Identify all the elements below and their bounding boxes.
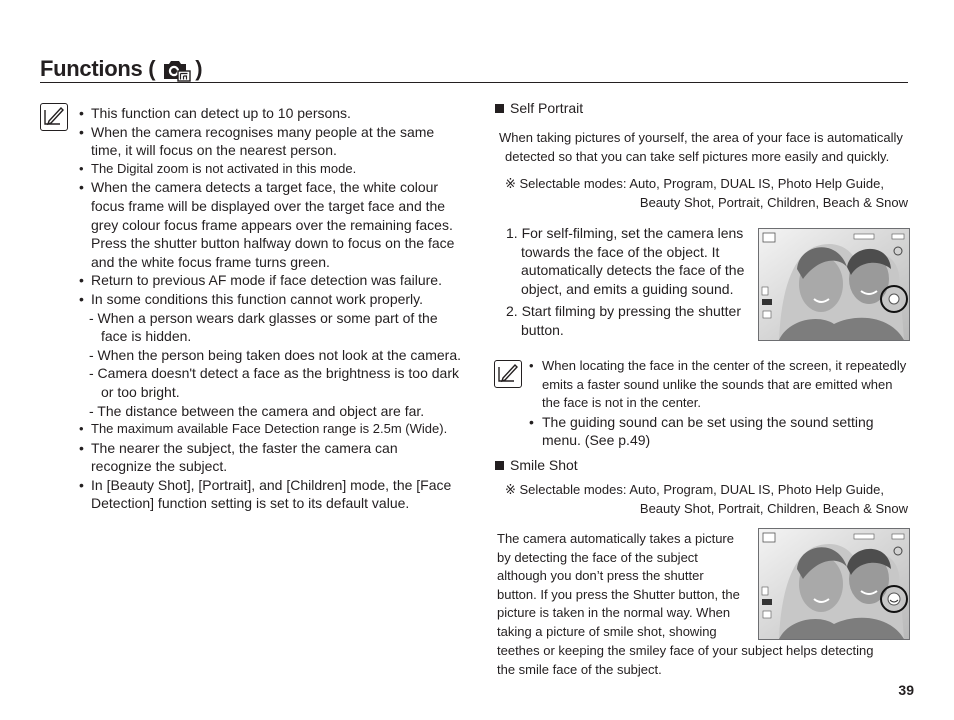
body-line: button. If you press the Shutter button, the: [497, 586, 740, 602]
sub-list-item: - The distance between the camera and object are far.: [89, 402, 425, 419]
square-bullet-icon: [495, 461, 504, 470]
list-item: • The guiding sound can be set using the sound setting menu. (See p.49): [529, 413, 874, 449]
note-pencil-icon: [40, 103, 68, 131]
smile-shot-body: [497, 530, 752, 642]
title-suffix: ): [195, 56, 203, 81]
camera-lcd-preview-self-portrait: [758, 228, 910, 341]
step-line: object, and emits a guiding sound.: [521, 280, 734, 297]
sub-list-item: - When a person wears dark glasses or some part of the face is hidden.: [89, 309, 438, 345]
square-bullet-icon: [495, 104, 504, 113]
step-line: 1. For self-filming, set the camera lens: [506, 225, 744, 241]
camera-menu-icon: [161, 56, 191, 82]
list-item: • Return to previous AF mode if face detection was failure.: [77, 271, 462, 290]
list-item: • When the camera recognises many people at the same time, it will focus on the nearest person.: [77, 123, 462, 160]
body-line: the smile face of the subject.: [497, 661, 662, 677]
section-heading-self-portrait: Self Portrait: [495, 99, 583, 118]
smile-shot-modes: ※ Selectable modes: Auto, Program, DUAL IS, Photo Help Guide, Beauty Shot, Portrait, Children, Beach & Snow: [505, 482, 908, 516]
body-line: although you don’t press the shutter: [497, 568, 704, 584]
title-prefix: Functions (: [40, 56, 156, 81]
step-line: automatically detects the face of the: [521, 262, 745, 279]
list-item: • In some conditions this function cannot work properly.: [77, 290, 462, 309]
step-line: towards the face of the object. It: [521, 243, 720, 260]
self-portrait-modes: ※ Selectable modes: Auto, Program, DUAL IS, Photo Help Guide, Beauty Shot, Portrait, Children, Beach & Snow: [505, 176, 908, 210]
page-title: [40, 56, 202, 82]
list-item: • In [Beauty Shot], [Portrait], and [Children] mode, the [Face Detection] function setting is set to its default value.: [77, 476, 462, 513]
self-portrait-intro: When taking pictures of yourself, the area of your face is automatically detected so that you can take self pictures more easily and quickly.: [499, 130, 903, 164]
sub-list-item: - Camera doesn't detect a face as the brightness is too dark or too bright.: [89, 365, 459, 400]
note-pencil-icon: [494, 360, 522, 388]
left-note-list: [77, 104, 462, 513]
list-item: • This function can detect up to 10 persons.: [77, 104, 462, 123]
step-line: 2. Start filming by pressing the shutter: [506, 303, 741, 320]
step-line: button.: [521, 321, 564, 338]
sub-list-item: - When the person being taken does not look at the camera.: [89, 346, 462, 363]
body-line: by detecting the face of the subject: [497, 549, 698, 565]
body-line: The camera automatically takes a picture: [497, 531, 734, 546]
list-item: • The Digital zoom is not activated in this mode.: [77, 160, 462, 179]
page-number: 39: [898, 682, 914, 698]
body-line: taking a picture of smile shot, showing: [497, 623, 717, 639]
self-portrait-steps: [506, 224, 756, 340]
title-rule: [40, 82, 908, 83]
right-note-list: [529, 357, 919, 450]
body-line: picture is taken in the normal way. When: [497, 605, 731, 621]
smile-shot-body-tail: [497, 642, 917, 679]
section-heading-smile-shot: Smile Shot: [495, 456, 578, 475]
list-item: • The nearer the subject, the faster the camera can recognize the subject.: [77, 439, 462, 476]
body-line: teethes or keeping the smiley face of your subject helps detecting: [497, 643, 874, 658]
list-item: • When the camera detects a target face, the white colour focus frame will be displayed over the target face and the grey colour focus frame appears over the remaining faces. Press the shutter button halfway down to focus on the face and the white focus frame turns green.: [77, 178, 462, 271]
list-item: • When locating the face in the center of the screen, it repeatedly emits a faster sound unlike the sounds that are emitted when the face is not in the center.: [529, 358, 907, 411]
list-item: • The maximum available Face Detection range is 2.5m (Wide).: [77, 420, 462, 439]
camera-lcd-preview-smile-shot: [758, 528, 910, 640]
